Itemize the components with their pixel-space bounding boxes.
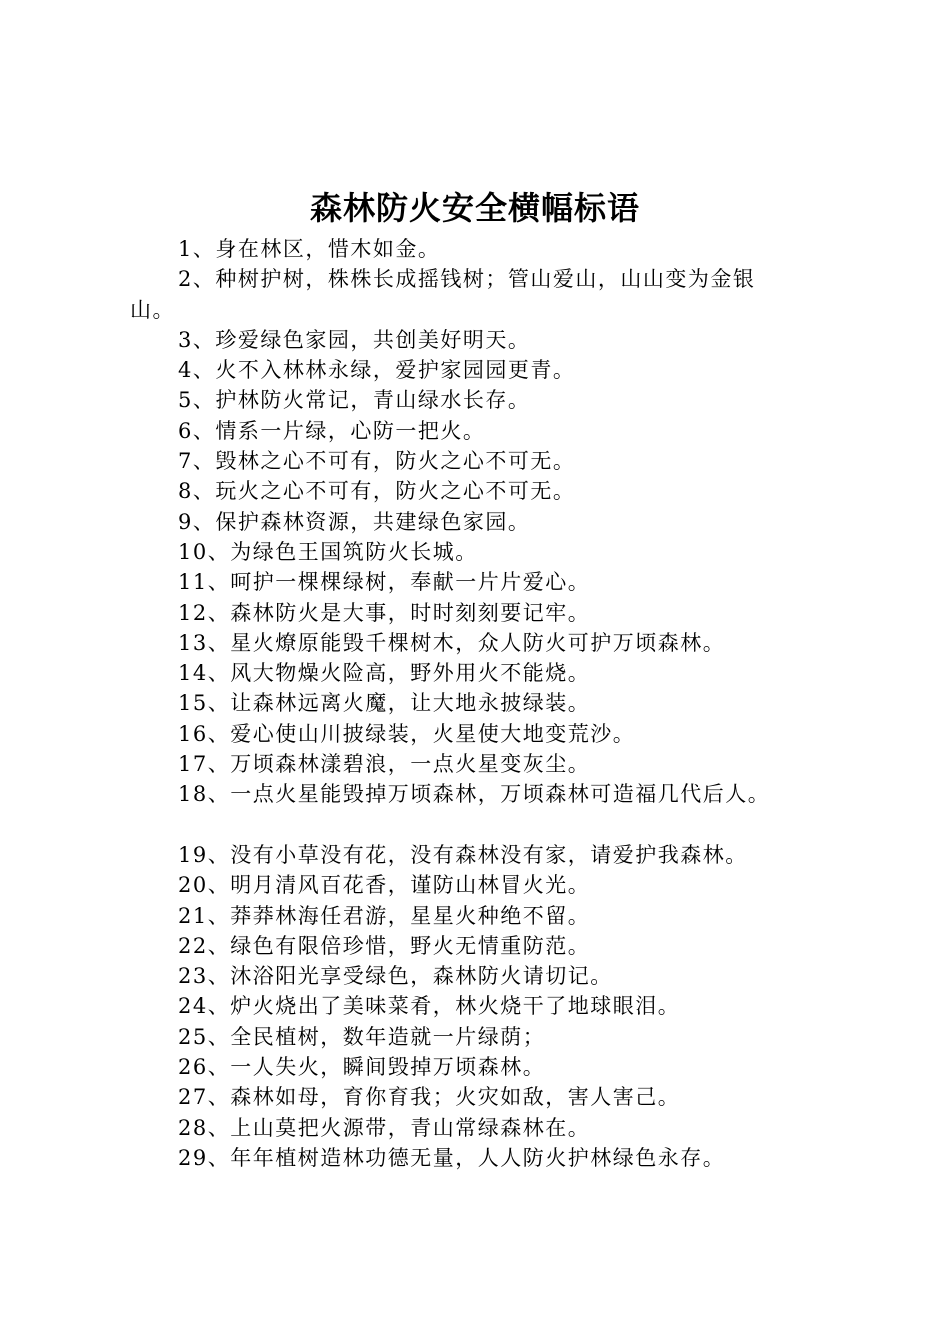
slogan-line: 11、呵护一棵棵绿树，奉献一片片爱心。: [178, 570, 591, 595]
slogan-line: 15、让森林远离火魔，让大地永披绿装。: [178, 691, 591, 716]
slogan-line: 17、万顷森林漾碧浪，一点火星变灰尘。: [178, 752, 591, 777]
blank-line: [130, 810, 850, 840]
slogan-line: 5、护林防火常记，青山绿水长存。: [178, 388, 531, 413]
slogan-line: 25、全民植树，数年造就一片绿荫；: [178, 1024, 546, 1049]
slogan-line: 6、情系一片绿，心防一把火。: [178, 418, 486, 443]
slogan-line-continuation: 山。: [130, 297, 175, 322]
slogan-line: 7、毁林之心不可有，防火之心不可无。: [178, 449, 576, 474]
slogan-line: 29、年年植树造林功德无量，人人防火护林绿色永存。: [178, 1145, 726, 1170]
slogan-line: 8、玩火之心不可有，防火之心不可无。: [178, 479, 576, 504]
slogan-line: 14、风大物燥火险高，野外用火不能烧。: [178, 661, 591, 686]
slogan-line: 18、一点火星能毁掉万顷森林，万顷森林可造福几代后人。: [178, 782, 771, 807]
slogan-line: 9、保护森林资源，共建绿色家园。: [178, 509, 531, 534]
slogan-line: 1、身在林区，惜木如金。: [178, 237, 441, 261]
slogan-line: 4、火不入林林永绿，爱护家园园更青。: [178, 358, 576, 383]
slogan-line: 2、种树护树，株株长成摇钱树；管山爱山，山山变为金银: [178, 267, 756, 292]
slogan-line: 10、为绿色王国筑防火长城。: [178, 539, 478, 564]
slogan-line: 13、星火燎原能毁千棵树木，众人防火可护万顷森林。: [178, 630, 726, 655]
slogan-list: [130, 234, 850, 1173]
slogan-line: 12、森林防火是大事，时时刻刻要记牢。: [178, 600, 591, 625]
slogan-line: 26、一人失火，瞬间毁掉万顷森林。: [178, 1055, 546, 1080]
slogan-line: 19、没有小草没有花，没有森林没有家，请爱护我森林。: [178, 842, 748, 867]
slogan-line: 23、沐浴阳光享受绿色，森林防火请切记。: [178, 964, 613, 989]
slogan-line: 24、炉火烧出了美味菜肴，林火烧干了地球眼泪。: [178, 994, 681, 1019]
slogan-line: 20、明月清风百花香，谨防山林冒火光。: [178, 873, 591, 898]
slogan-line: 22、绿色有限倍珍惜，野火无情重防范。: [178, 933, 591, 958]
slogan-line: 21、莽莽林海任君游，星星火种绝不留。: [178, 903, 591, 928]
slogan-line: 3、珍爱绿色家园，共创美好明天。: [178, 327, 531, 352]
document-title: 森林防火安全横幅标语: [309, 189, 640, 227]
slogan-line: 16、爱心使山川披绿装，火星使大地变荒沙。: [178, 721, 636, 746]
slogan-line: 27、森林如母，育你育我；火灾如敌，害人害己。: [178, 1085, 681, 1110]
slogan-line: 28、上山莫把火源带，青山常绿森林在。: [178, 1115, 591, 1140]
